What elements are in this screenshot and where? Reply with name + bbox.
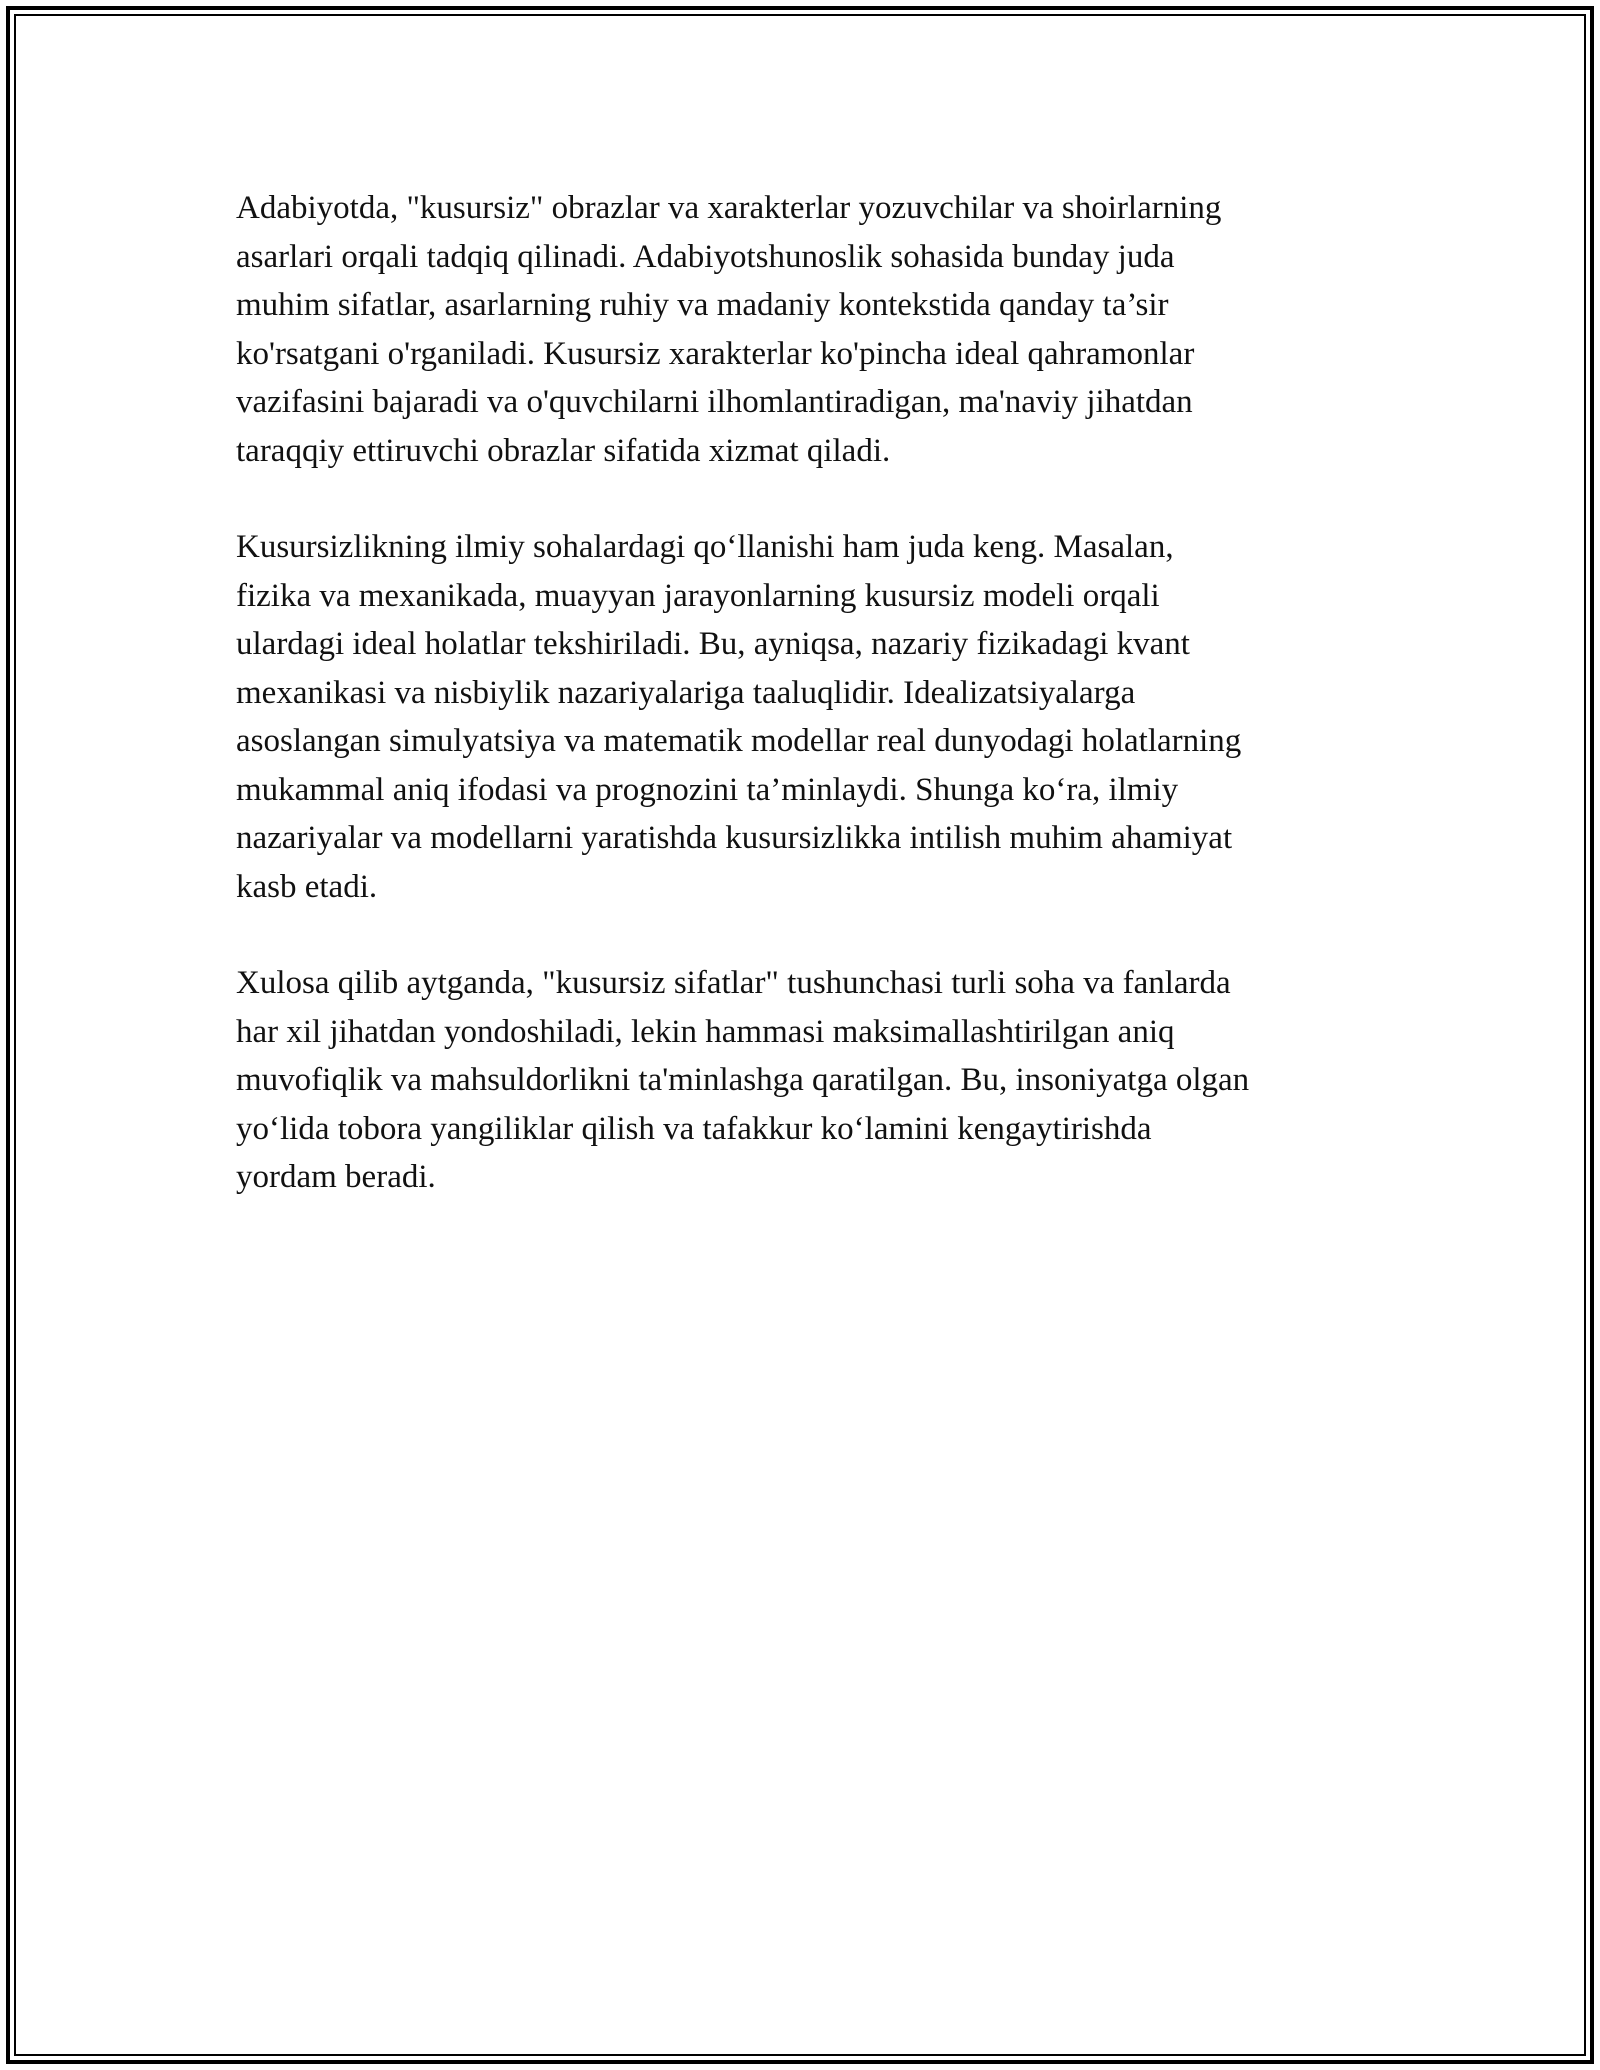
text-line: muvofiqlik va mahsuldorlikni ta'minlashga qaratilgan. Bu, insoniyatga olgan — [236, 1062, 1250, 1098]
paragraph-science — [236, 523, 1376, 911]
text-line: vazifasini bajaradi va o'quvchilarni ilhomlantiradigan, ma'naviy jihatdan — [236, 384, 1193, 420]
document-body — [236, 184, 1376, 1250]
text-line: ulardagi ideal holatlar tekshiriladi. Bu, ayniqsa, nazariy fizikadagi kvant — [236, 626, 1190, 662]
text-line: fizika va mexanikada, muayyan jarayonlarning kusursiz modeli orqali — [236, 577, 1160, 614]
text-line: ko'rsatgani o'rganiladi. Kusursiz xarakterlar ko'pincha ideal qahramonlar — [236, 335, 1195, 372]
text-line: asoslangan simulyatsiya va matematik modellar real dunyodagi holatlarning — [236, 723, 1242, 759]
text-line: yordam beradi. — [236, 1159, 436, 1195]
paragraph-literature — [236, 184, 1376, 475]
text-line: taraqqiy ettiruvchi obrazlar sifatida xizmat qiladi. — [236, 432, 891, 469]
text-line: kasb etadi. — [236, 868, 378, 905]
text-line: har xil jihatdan yondoshiladi, lekin hammasi maksimallashtirilgan aniq — [236, 1013, 1175, 1050]
text-line: muhim sifatlar, asarlarning ruhiy va madaniy kontekstida qanday ta’sir — [236, 287, 1169, 323]
text-line: Xulosa qilib aytganda, "kusursiz sifatlar" tushunchasi turli soha va fanlarda — [236, 965, 1231, 1001]
text-line: asarlari orqali tadqiq qilinadi. Adabiyotshunoslik sohasida bunday juda — [236, 238, 1175, 275]
text-line: yo‘lida tobora yangiliklar qilish va tafakkur ko‘lamini kengaytirishda — [236, 1110, 1152, 1147]
text-line: Kusursizlikning ilmiy sohalardagi qo‘llanishi ham juda keng. Masalan, — [236, 529, 1174, 565]
text-line: Adabiyotda, "kusursiz" obrazlar va xarakterlar yozuvchilar va shoirlarning — [236, 190, 1222, 226]
text-line: nazariyalar va modellarni yaratishda kusursizlikka intilish muhim ahamiyat — [236, 820, 1233, 856]
text-line: mexanikasi va nisbiylik nazariyalariga taaluqlidir. Idealizatsiyalarga — [236, 674, 1136, 711]
paragraph-conclusion — [236, 959, 1376, 1202]
text-line: mukammal aniq ifodasi va prognozini ta’minlaydi. Shunga ko‘ra, ilmiy — [236, 771, 1179, 808]
